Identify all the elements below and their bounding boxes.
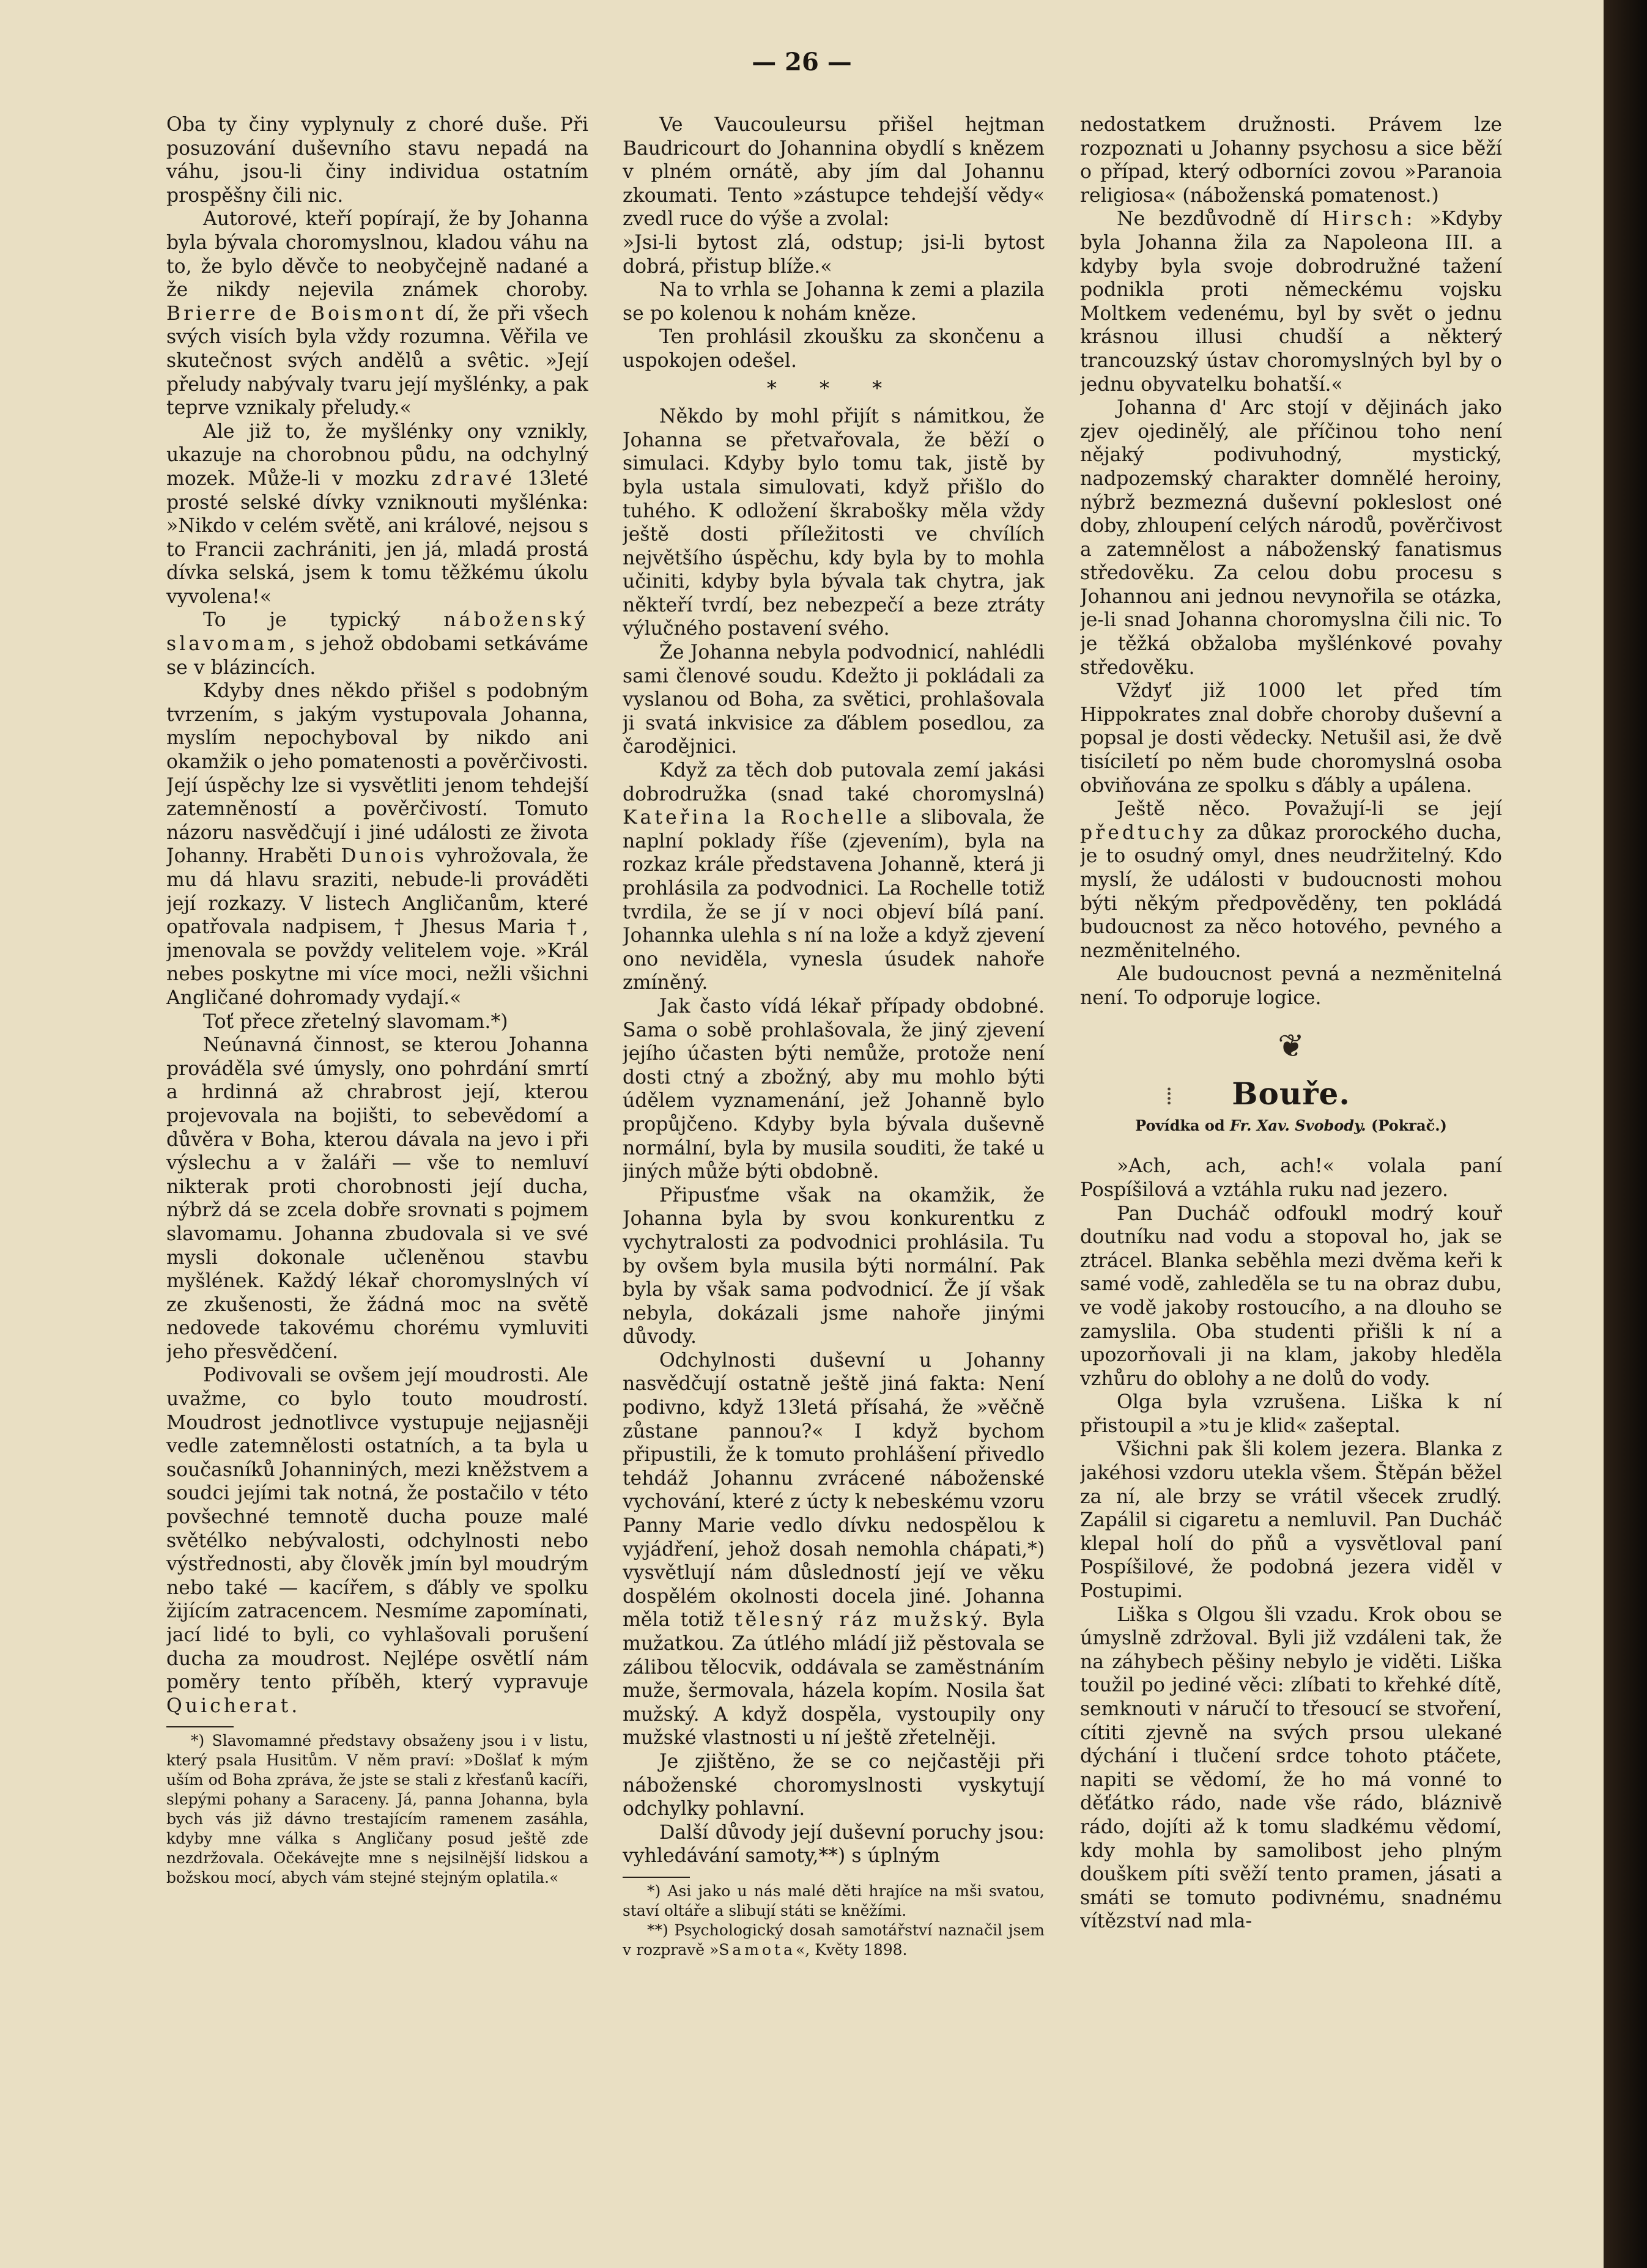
footnote: *) Slavomamné představy obsaženy jsou i v listu, který psala Husitům. V něm praví: »Došlať k mým uším od Boha zpráva, že jste se stali z křesťanů kacíři, slepými pohany a Saraceny. Já, panna Johanna, byla bych vás již dávno trestajícím ramenem zasáhla, kdyby mne válka s Angličany posud ještě zde nezdržovala. Očekávejte mne s nejsilnější lidskou a božskou mocí, abych vám stejné stejným oplatila.« xyxy=(166,1732,588,1887)
ornament-icon: ❦ xyxy=(1278,1027,1305,1065)
paragraph: Liška s Olgou šli vzadu. Krok obou se úmyslně zdržoval. Byli již vzdáleni tak, že na záhybech pěšiny nebylo je viděti. Liška toužil po jediné věci: zlíbati to křehké dítě, semknouti v náručí to třesoucí se stvoření, cítiti zjevně na svých prsou ulekané dýchání i tlučení srdce tohoto ptáčete, napiti se vědomí, že ho má vonné to děťátko rádo, nade vše rádo, bláznivě rádo, dojíti až k tomu sladkému vědomí, kdy mohla by samolibost jeho plným douškem píti svěží tento pramen, jásati a smáti se tomuto podivnému, snadnému vítězství nad mla- xyxy=(1080,1603,1502,1933)
emphasis: tělesný ráz mužský. xyxy=(734,1609,991,1631)
work-title: Samota xyxy=(719,1940,796,1959)
paragraph: »Jsi-li bytost zlá, odstup; jsi-li bytost dobrá, přistup blíže.« xyxy=(623,231,1045,278)
paragraph: Připusťme však na okamžik, že Johanna byla by svou konkurentku z vychytralosti za podvodnici prohlásila. Tu by ovšem byla musila býti normální. Pak byla by však sama podvodnicí. Že jí však nebyla, dokázali jsme nahoře jinými důvody. xyxy=(623,1184,1045,1348)
paragraph: Odchylnosti duševní u Johanny nasvědčují ostatně ještě jiná fakta: Není podivno, když 13letá přísahá, že »věčně zůstane pannou?« I když bychom připustili, že k tomuto prohlášení přivedlo tehdáž Johannu zvrácené náboženské vychování, které z úcty k nebeskému vzoru Panny Marie vedlo dívku nedospělou k vyjádření, jehož dosah nemohla chápati,*) vysvětlují nám důsledností její ve věku dospělém okolnosti docela jiné. Johanna měla totiž tělesný ráz mužský. Byla mužatkou. Za útlého mládí již pěstovala se zálibou tělocvik, oddávala se zaměstnáním muže, šermovala, házela kopím. Nosila šat mužský. A když dospěla, vystoupily ony mužské vlastnosti u ní ještě zřetelněji. xyxy=(623,1349,1045,1749)
footnote-rule xyxy=(623,1877,690,1878)
footnote: **) Psychologický dosah samotářství naznačil jsem v rozpravě »Samota«, Květy 1898. xyxy=(623,1921,1045,1959)
paragraph: Oba ty činy vyplynuly z choré duše. Při posuzování duševního stavu nepadá na váhu, jsou-li činy individua ostatním prospěšny čili nic. xyxy=(166,114,588,207)
paragraph: nedostatkem družnosti. Právem lze rozpoznati u Johanny psychosu a sice běží o případ, který odborníci zovou »Paranoia religiosa« (náboženská pomatenost.) xyxy=(1080,114,1502,207)
paragraph: Na to vrhla se Johanna k zemi a plazila se po kolenou k nohám kněze. xyxy=(623,279,1045,325)
byline-author: Fr. Xav. Svobody. xyxy=(1230,1116,1366,1134)
paragraph: Že Johanna nebyla podvodnicí, nahlédli sami členové soudu. Kdežto ji pokládali za vyslanou od Boha, za světici, prohlašovala ji svatá inkvisice za ďáblem posedlou, za čarodějnici. xyxy=(623,641,1045,758)
paragraph: Ale budoucnost pevná a nezměnitelná není. To odporuje logice. xyxy=(1080,963,1502,1009)
paragraph: Vždyť již 1000 let před tím Hippokrates znal dobře choroby duševní a popsal je dosti vědecky. Netušil asi, že dvě tisíciletí po něm bude choromyslná osoba obviňována ze spolku s ďábly a upálena. xyxy=(1080,680,1502,797)
story-heading xyxy=(1080,1076,1502,1112)
person-name: Dunois xyxy=(341,845,427,868)
paragraph: »Ach, ach, ach!« volala paní Pospíšilová a vztáhla ruku nad jezero. xyxy=(1080,1155,1502,1201)
paragraph: Kdyby dnes někdo přišel s podobným tvrzením, s jakým vystupovala Johanna, myslím nepochyboval by nikdo ani okamžik o jeho pomatenosti a pověrčivosti. Její úspěchy lze si vysvětliti jenom tehdejší zatemněností a pověrčivostí. Tomuto názoru nasvědčují i jiné události ze života Johanny. Hraběti Dunois vyhrožovala, že mu dá hlavu sraziti, nebude-li prováděti její rozkazy. V listech Angličanům, které opatřovala nadpisem, † Jhesus Maria †, jmenovala se povždy velitelem voje. »Král nebes poskytne mi více moci, nežli všichni Angličané dohromady vydají.« xyxy=(166,680,588,1009)
author-name: Brierre de Boismont xyxy=(166,302,427,325)
paragraph: Olga byla vzrušena. Liška k ní přistoupil a »tu je klid« zašeptal. xyxy=(1080,1391,1502,1437)
page-edge xyxy=(1604,0,1647,2268)
paragraph: Všichni pak šli kolem jezera. Blanka z jakéhosi vzdoru utekla všem. Štěpán běžel za ní, ale brzy se vrátil všecek zrudlý. Zapálil si cigaretu a nemluvil. Pan Ducháč klepal holí do pňů a vysvětloval paní Pospíšilové, že podobná jezera viděl v Postupimi. xyxy=(1080,1438,1502,1603)
emphasis: předtuchy xyxy=(1080,821,1207,844)
byline: Povídka od Fr. Xav. Svobody. (Pokrač.) xyxy=(1135,1116,1447,1134)
paragraph: Toť přece zřetelný slavomam.*) xyxy=(203,1010,508,1033)
story-title: Bouře. xyxy=(1232,1076,1350,1112)
person-name: Kateřina la Rochelle xyxy=(623,807,890,829)
footnote-rule xyxy=(166,1726,234,1727)
page-number: — 26 — xyxy=(752,48,852,76)
person-name: Hirsch: xyxy=(1322,208,1416,231)
paragraph: Je zjištěno, že se co nejčastěji při náboženské choromyslnosti vyskytují odchylky pohlavní. xyxy=(623,1750,1045,1820)
section-separator: * * * xyxy=(766,376,901,400)
emphasis: zdravé xyxy=(431,467,516,490)
paragraph: Někdo by mohl přijít s námitkou, že Johanna se přetvařovala, že běží o simulaci. Kdyby bylo tomu tak, jistě by byla ustala simulovati, když přišlo do tuhého. K odložení škrabošky měla vždy ještě dosti příležitosti ve chvílích největšího úspěchu, kdy byla by to mohla učiniti, kdyby byla bývala tak chytra, jak někteří tvrdí, bez nebezpečí a beze ztráty výlučného postavení svého. xyxy=(623,405,1045,640)
paragraph: Ten prohlásil zkoušku za skončenu a uspokojen odešel. xyxy=(623,326,1045,372)
paragraph: Neúnavná činnost, se kterou Johanna prováděla své úmysly, ono pohrdání smrtí a hrdinná až chrabrost její, kterou projevovala na bojišti, to sebevědomí a důvěra v Boha, kterou dávala na jevo i při výslechu a v žaláři — vše to nemluví nikterak proti chorobnosti její ducha, nýbrž dá se zcela dobře srovnati s pojmem slavomamu. Johanna zbudovala si ve své mysli dokonale učleněnou stavbu myšlének. Každý lékař choromyslných ví ze zkušenosti, že žádná moc na světě nedovede takovému chorému vymluviti jeho přesvědčení. xyxy=(166,1034,588,1363)
paragraph: Ještě něco. Považují-li se její předtuchy za důkaz prorockého ducha, je to osudný omyl, dnes neudržitelný. Kdo myslí, že události v budoucnosti mohou býti někým předpověděny, ten pokládá budoucnost za něco hotového, pevného a nezměnitelného. xyxy=(1080,798,1502,962)
column-left xyxy=(166,113,588,2211)
paragraph: Johanna d' Arc stojí v dějinách jako zjev ojedinělý, ale příčinou toho není nějaký podivuhodný, mystický, nadpozemský charakter domnělé heroiny, nýbrž bezmezná duševní pokleslost oné doby, zhloupení celých národů, pověrčivost a zatemnělost a náboženský fanatismus středověku. Za celou dobu procesu s Johannou ani jednou nevynořila se otázka, je-li snad Johanna choromyslna čili nic. To je těžká obžaloba myšlénkové povahy středověku. xyxy=(1080,397,1502,679)
paragraph: Autorové, kteří popírají, že by Johanna byla bývala choromyslnou, kladou váhu na to, že bylo děvče to neobyčejně nadané a že nikdy nejevila známek choroby. Brierre de Boismont dí, že při všech svých visích byla vždy rozumna. Věřila ve skutečnost svých andělů a svêtic. »Její přeludy nabývaly tvaru její myšlénky, a pak teprve vznikaly přeludy.« xyxy=(166,208,588,419)
paragraph: Pan Ducháč odfoukl modrý kouř doutníku nad vodu a stopoval ho, jak se ztrácel. Blanka seběhla mezi dvěma keři k samé vodě, zahleděla se tu na obraz dubu, ve vodě jakoby rostoucího, a na dlouho se zamyslila. Oba studenti přišli k ní a upozorňovali ji na klam, jakoby hleděla vzhůru do oblohy a ne dolů do vody. xyxy=(1080,1202,1502,1390)
paragraph: Podivovali se ovšem její moudrosti. Ale uvažme, co bylo touto moudrostí. Moudrost jednotlivce vystupuje nejjasněji vedle zatemnělosti ostatních, a ta byla u současníků Johanniných, mezi kněžstvem a soudci jejími tak notná, že postačilo v této povšechné temnotě ducha pouze malé světélko nebývalosti, odchylnosti nebo výstřednosti, aby člověk jmín byl moudrým nebo také — kacířem, s ďábly ve spolku žijícím zatracencem. Nesmíme zapomínati, jací lidé to byli, co vyhlašovali porušení ducha za moudrost. Nejlépe osvětlí nám poměry tento příběh, který vypravuje Quicherat. xyxy=(166,1364,588,1717)
paragraph: To je typický náboženský slavomam, s jehož obdobami setkáváme se v blázincích. xyxy=(166,609,588,679)
page-mark-icon: ⁞ xyxy=(1166,1082,1173,1111)
emphasis: náboženský slavomam, xyxy=(166,609,588,656)
column-right xyxy=(1080,113,1502,2211)
paragraph: Ve Vaucouleursu přišel hejtman Baudricourt do Johannina obydlí s knězem v plném ornátě, aby jím dal Johannu zkoumati. Tento »zástupce tehdejší vědy« zvedl ruce do výše a zvolal: xyxy=(623,114,1045,231)
paragraph: Další důvody její duševní poruchy jsou: vyhledávání samoty,**) s úplným xyxy=(623,1821,1045,1867)
paragraph: Ale již to, že myšlénky ony vznikly, ukazuje na chorobnou půdu, na odchylný mozek. Může-li v mozku zdravé 13leté prosté selské dívky vzniknouti myšlénka: »Nikdo v celém světě, ani králové, nejsou s to Francii zachrániti, jen já, mladá prostá dívka selská, jsem k tomu těžkému úkolu vyvolena!« xyxy=(166,420,588,608)
paragraph: Ne bezdůvodně dí Hirsch: »Kdyby byla Johanna žila za Napoleona III. a kdyby byla svoje dobrodružné tažení podnikla proti německému vojsku Moltkem vedenému, byl by svět o jednu krásnou illusi chudší a některý trancouzský ústav choromyslných byl by o jednu obyvatelku bohatší.« xyxy=(1080,208,1502,396)
person-name: Quicherat. xyxy=(166,1694,301,1717)
paragraph: Když za těch dob putovala zemí jakási dobrodružka (snad také choromyslná) Kateřina la Rochelle a slibovala, že naplní poklady říše (zjevením), byla na rozkaz krále představena Johanně, která ji prohlásila za podvodnici. La Rochelle totiž tvrdila, že se jí v noci objeví bílá paní. Johannka ulehla s ní na lože a když zjevení ono neviděla, vynesla úsudek nahoře zmíněný. xyxy=(623,759,1045,994)
column-middle xyxy=(623,113,1045,2211)
paragraph: Jak často vídá lékař případy obdobné. Sama o sobě prohlašovala, že jiný zjevení jejího účasten býti nemůže, protože není dosti ctný a zbožný, aby mu mohlo býti údělem vyznamenání, jež Johanně bylo propůjčeno. Kdyby byla bývala duševně normální, byla by musila souditi, že také u jiných může býti obdobně. xyxy=(623,995,1045,1183)
footnote: *) Asi jako u nás malé děti hrajíce na mši svatou, staví oltáře a slibují státi se kněžími. xyxy=(623,1882,1045,1919)
